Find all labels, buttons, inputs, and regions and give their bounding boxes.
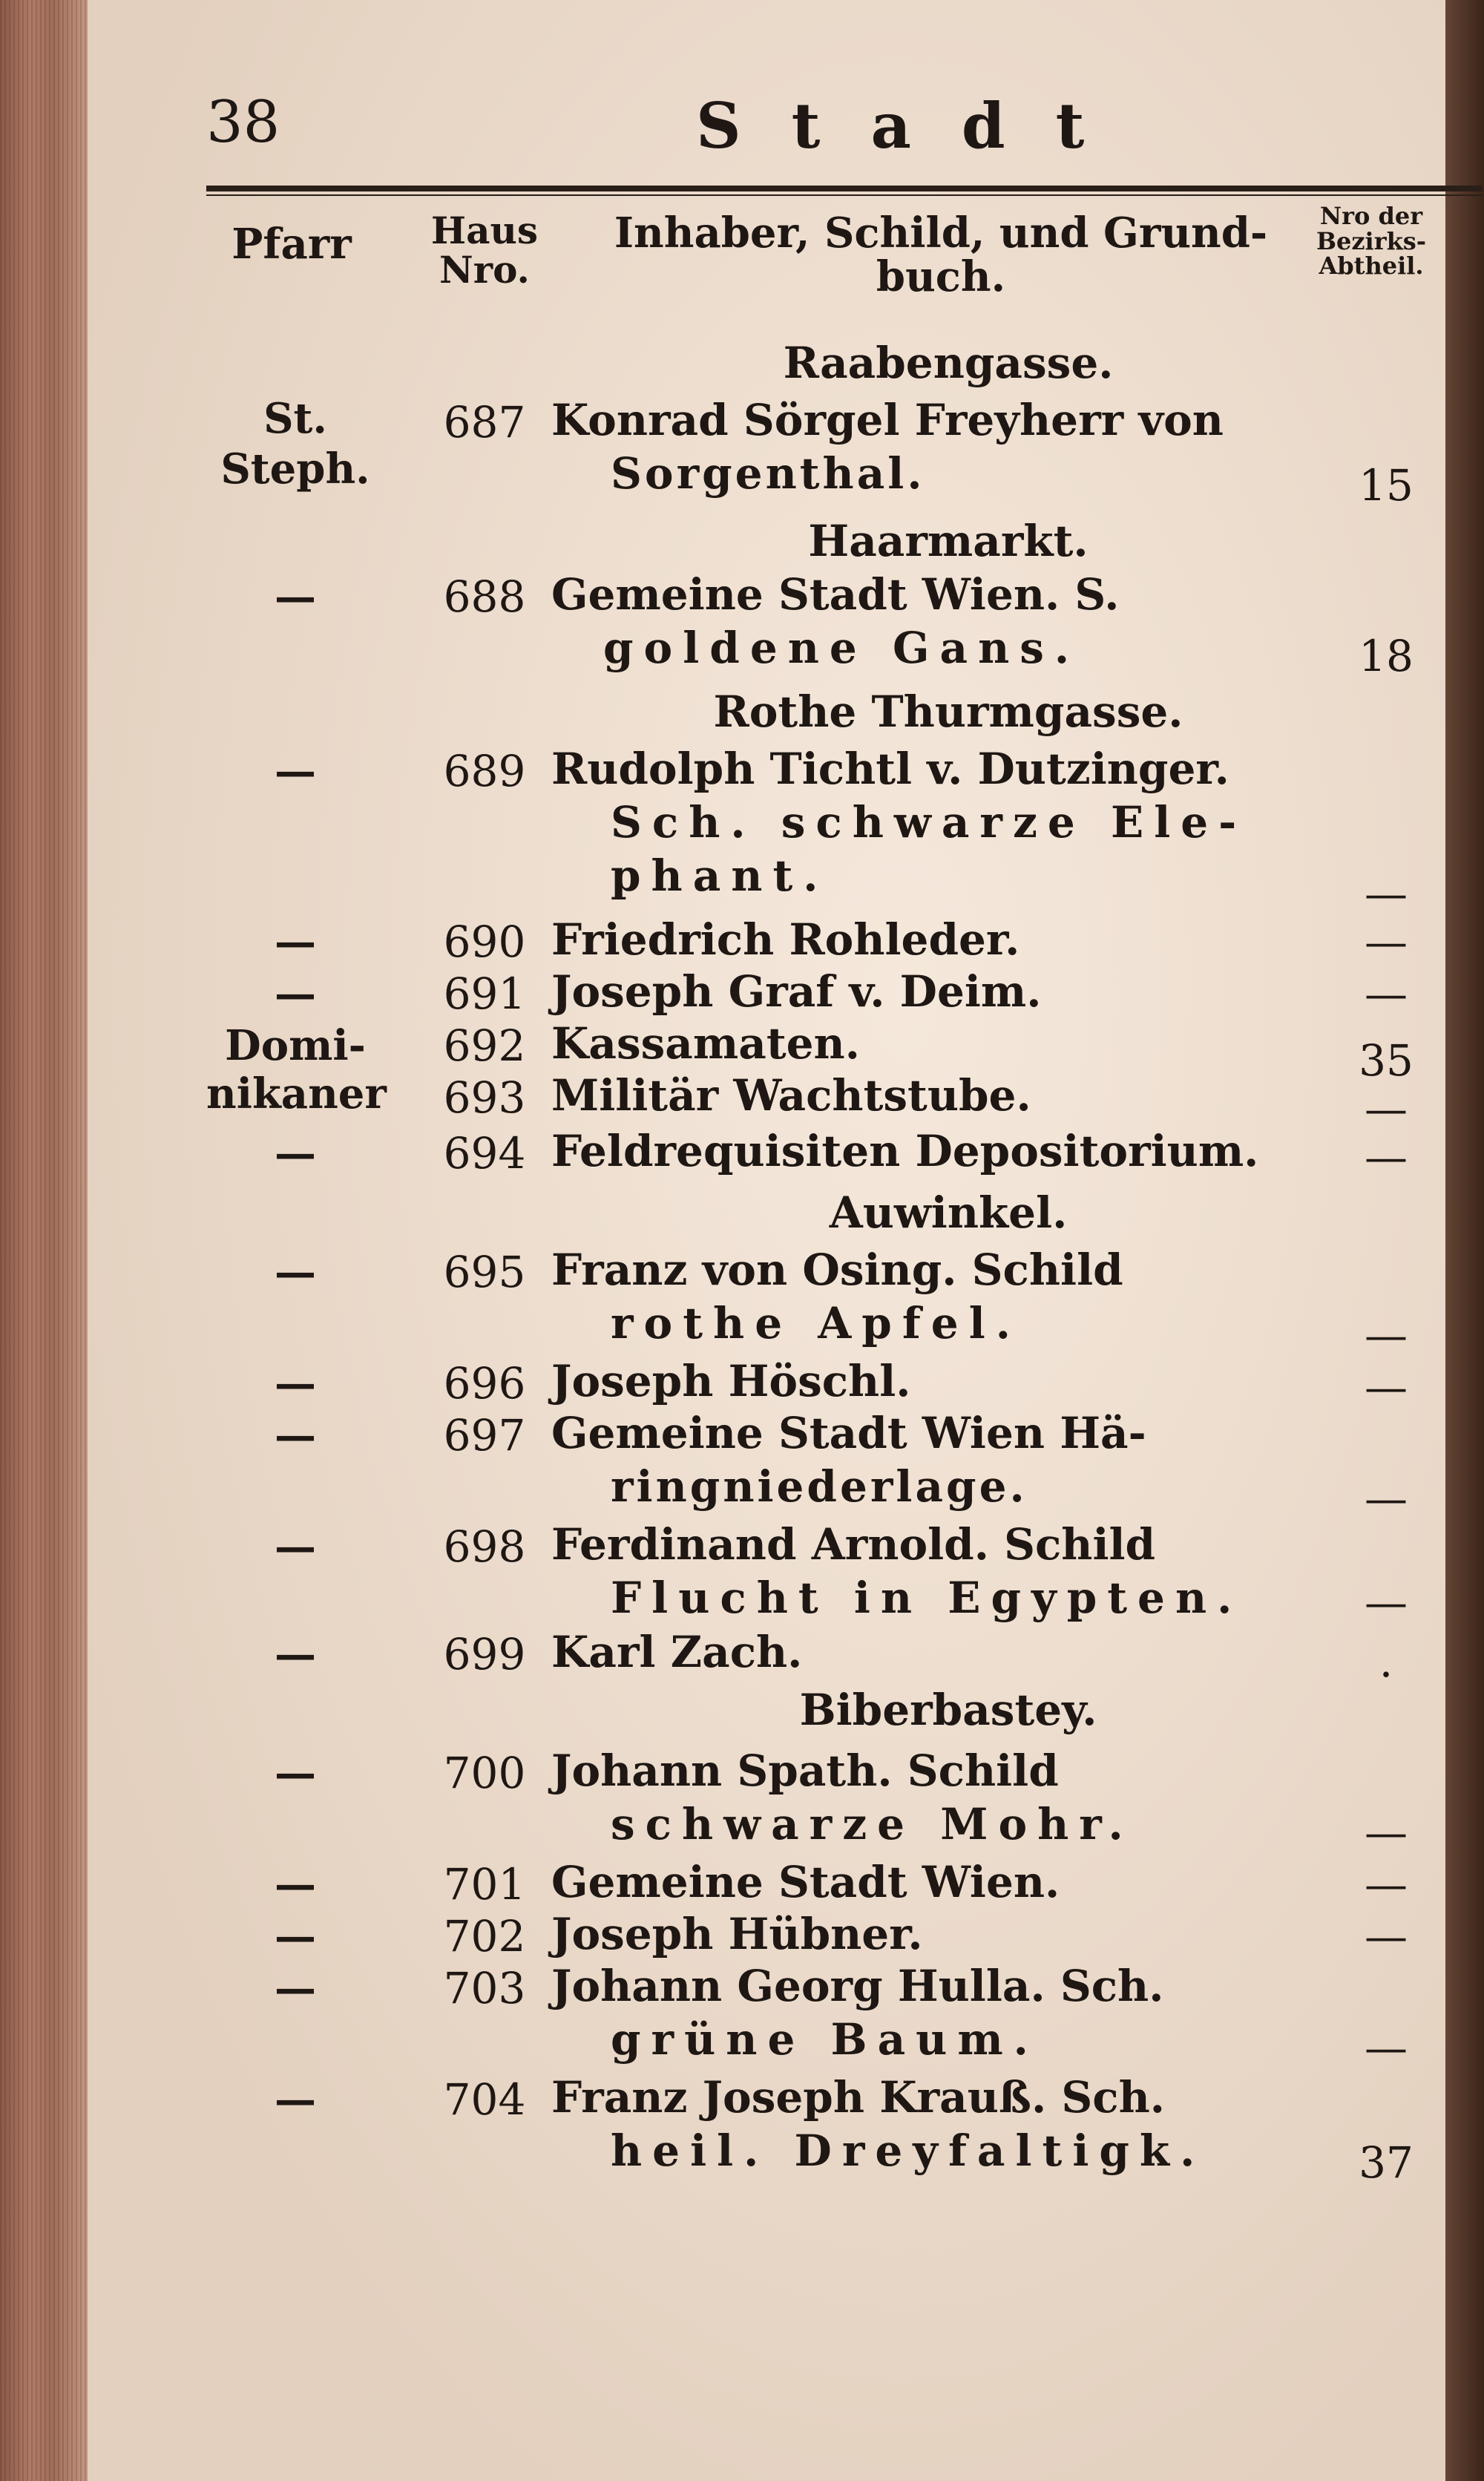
entry-bezirk: — [1365, 1859, 1408, 1910]
column-header-bezirk-line2: Bezirks- [1316, 226, 1427, 255]
entry-text [551, 1855, 1308, 1909]
column-header-inhaber [585, 209, 1297, 301]
entry-house-number: 687 [443, 397, 526, 448]
entry-line: Joseph Höschl. [551, 1356, 911, 1406]
section-heading: Raabengasse. [783, 338, 1114, 388]
header-rule-thin [206, 194, 1483, 196]
entry-house-number: 688 [443, 571, 526, 622]
column-header-inhaber-line1: Inhaber, Schild, und Grund- [614, 209, 1268, 258]
entry-house-number: 698 [443, 1521, 526, 1572]
entry-text [551, 1017, 1308, 1070]
entry-house-number: 694 [443, 1128, 526, 1179]
entry-text [551, 913, 1308, 966]
entry-text [551, 2071, 1308, 2177]
entry-line: Rudolph Tichtl v. Dutzinger. [551, 744, 1229, 794]
entry-text [551, 1518, 1308, 1625]
entry-pfarr: — [275, 1749, 316, 1797]
entry-line: Gemeine Stadt Wien. S. [551, 569, 1120, 620]
entry-line: phant. [611, 851, 829, 901]
entry-house-number: 691 [443, 969, 526, 1019]
entry-bezirk: — [1365, 1362, 1408, 1412]
entry-pfarr: — [275, 1912, 316, 1961]
entry-bezirk: — [1365, 1577, 1408, 1628]
entry-line: Sch. schwarze Ele- [611, 797, 1247, 848]
entry-text [551, 742, 1308, 902]
entry-line: Joseph Hübner. [551, 1909, 923, 1959]
entry-line: Johann Georg Hulla. Sch. [551, 1961, 1164, 2011]
entry-pfarr: — [275, 1630, 316, 1679]
entry-line: Gemeine Stadt Wien. [551, 1857, 1060, 1907]
column-header-bezirk [1245, 204, 1484, 279]
column-header-pfarr: Pfarr [232, 220, 352, 269]
header-rule [206, 186, 1483, 191]
entry-pfarr: — [275, 2075, 316, 2124]
entry-house-number: 699 [443, 1629, 526, 1679]
section-heading: Auwinkel. [829, 1187, 1068, 1238]
section-heading: Rothe Thurmgasse. [713, 686, 1183, 737]
page-number: 38 [206, 89, 280, 156]
entry-bezirk: 35 [1359, 1035, 1414, 1086]
entry-line: Flucht in Egypten. [611, 1573, 1243, 1623]
entry-line: rothe Apfel. [611, 1298, 1021, 1348]
entry-text [551, 1124, 1308, 1178]
entry-bezirk: — [1365, 1911, 1408, 1961]
entry-text [551, 1069, 1308, 1122]
entry-pfarr: — [275, 1522, 316, 1571]
entry-pfarr: — [275, 1860, 316, 1909]
entry-pfarr: — [275, 1248, 316, 1297]
entry-pfarr: — [275, 917, 316, 966]
entry-text [551, 965, 1308, 1018]
entry-text [551, 1406, 1308, 1513]
entry-house-number: 692 [443, 1020, 526, 1071]
entry-bezirk: 15 [1359, 460, 1414, 511]
entry-house-number: 702 [443, 1911, 526, 1961]
entry-line: Kassamaten. [551, 1018, 860, 1069]
column-header-haus-line2: Nro. [439, 247, 530, 292]
entry-house-number: 703 [443, 1963, 526, 2013]
entry-house-number: 689 [443, 746, 526, 796]
entry-line: Militär Wachtstube. [551, 1070, 1031, 1121]
entry-text [551, 1744, 1308, 1851]
entry-house-number: 693 [443, 1072, 526, 1123]
entry-house-number: 704 [443, 2074, 526, 2125]
entry-bezirk: — [1365, 2022, 1408, 2073]
entry-bezirk: — [1365, 1132, 1408, 1182]
entry-text [551, 1959, 1308, 2066]
entry-pfarr: — [275, 572, 316, 621]
entry-bezirk: — [1365, 868, 1408, 919]
entry-line: Ferdinand Arnold. Schild [551, 1519, 1156, 1570]
entry-pfarr: — [275, 1411, 316, 1460]
column-header-inhaber-line2: buch. [876, 252, 1006, 301]
entry-line: Feldrequisiten Depositorium. [551, 1126, 1259, 1176]
column-header-bezirk-line3: Abtheil. [1319, 252, 1424, 281]
entry-bezirk: — [1365, 1084, 1408, 1134]
section-heading: Haarmarkt. [808, 516, 1089, 566]
entry-line: heil. Dreyfaltigk. [611, 2126, 1206, 2176]
entry-line: Gemeine Stadt Wien Hä- [551, 1408, 1146, 1458]
entry-line: Franz Joseph Krauß. Sch. [551, 2072, 1165, 2123]
column-header-haus-line1: Haus [430, 209, 539, 252]
entry-house-number: 696 [443, 1358, 526, 1409]
entry-line: goldene Gans. [603, 623, 1080, 673]
entry-line: Konrad Sörgel Freyherr von [551, 395, 1224, 445]
entry-bezirk: — [1365, 969, 1408, 1019]
entry-text [551, 1907, 1308, 1961]
entry-pfarr: — [275, 747, 316, 796]
entry-house-number: 701 [443, 1859, 526, 1910]
entry-line: grüne Baum. [611, 2014, 1039, 2065]
entry-text [551, 568, 1308, 675]
entry-bezirk: 18 [1359, 631, 1414, 681]
entry-line: Johann Spath. Schild [551, 1746, 1059, 1796]
column-header-bezirk-line1: Nro der [1319, 202, 1423, 230]
entry-text [551, 1243, 1308, 1350]
entry-text [551, 393, 1308, 500]
entry-bezirk: . [1379, 1636, 1393, 1687]
entry-text [551, 1354, 1308, 1408]
entry-bezirk: 37 [1359, 2137, 1414, 2188]
entry-bezirk: — [1365, 1807, 1408, 1858]
entry-house-number: 690 [443, 917, 526, 967]
entry-pfarr: nikaner [206, 1069, 387, 1118]
entry-bezirk: — [1365, 917, 1408, 967]
column-header-haus [399, 209, 570, 292]
entry-line: Joseph Graf v. Deim. [551, 966, 1042, 1017]
entry-bezirk: — [1365, 1473, 1408, 1524]
entry-line: ringniederlage. [611, 1461, 1028, 1512]
entry-line: Franz von Osing. Schild [551, 1245, 1123, 1295]
page-edge [1439, 0, 1484, 2481]
entry-house-number: 700 [443, 1748, 526, 1798]
running-title: Stadt [696, 89, 1135, 163]
page-header [206, 89, 1483, 163]
entry-house-number: 697 [443, 1410, 526, 1461]
entry-pfarr: St. Steph. [220, 394, 370, 494]
entry-line: schwarze Mohr. [611, 1799, 1134, 1849]
entry-text [551, 1625, 1308, 1679]
entry-pfarr: Domi- [225, 1021, 366, 1070]
entry-pfarr: — [275, 1964, 316, 2013]
entry-line: Friedrich Rohleder. [551, 914, 1020, 965]
entry-line: Sorgenthal. [611, 448, 925, 499]
entry-pfarr: — [275, 969, 316, 1018]
entry-pfarr: — [275, 1359, 316, 1408]
book-page [88, 0, 1445, 2481]
entry-bezirk: — [1365, 1310, 1408, 1360]
entry-house-number: 695 [443, 1247, 526, 1297]
book-spine [0, 0, 89, 2481]
entry-line: Karl Zach. [551, 1627, 803, 1677]
section-heading: Biberbastey. [799, 1685, 1097, 1735]
entry-pfarr: — [275, 1129, 316, 1178]
